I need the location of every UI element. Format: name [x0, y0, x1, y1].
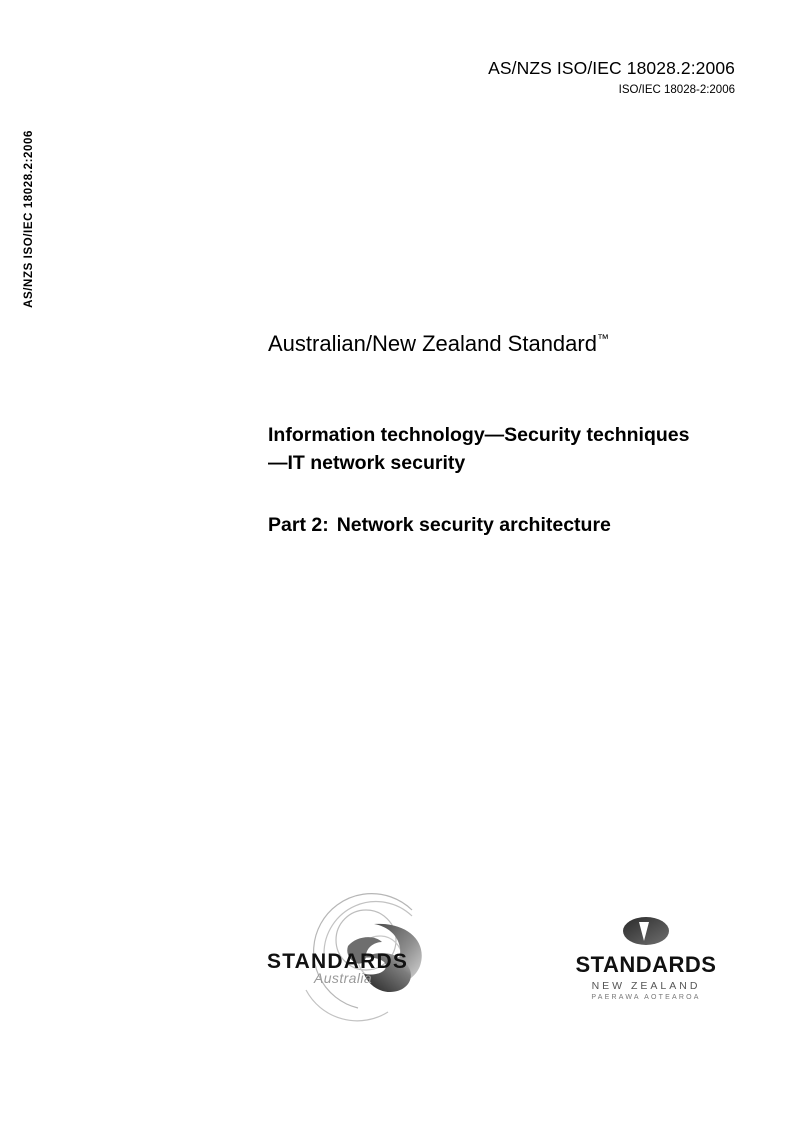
standards-new-zealand-submark: NEW ZEALAND — [591, 980, 701, 992]
standard-kind — [268, 330, 737, 359]
document-identifier-primary: AS/NZS ISO/IEC 18028.2:2006 — [488, 58, 735, 78]
logo-row — [0, 862, 793, 1042]
part-label: Part 2: — [268, 514, 329, 537]
spine-identifier — [24, 130, 48, 450]
standards-australia-submark: Australia — [314, 970, 373, 986]
standards-australia-mark-icon — [262, 862, 472, 1032]
standards-australia-wordmark: STANDARDS — [267, 950, 409, 973]
standards-new-zealand-wordmark: STANDARDS — [575, 952, 717, 977]
page-title: Information technology—Security techniques—IT network security — [268, 423, 690, 474]
trademark-symbol: ™ — [596, 331, 609, 346]
standards-australia-logo — [262, 862, 472, 1032]
spine-identifier-text: AS/NZS ISO/IEC 18028.2:2006 — [23, 130, 35, 308]
standards-new-zealand-mark-icon — [622, 914, 670, 948]
document-identifiers — [488, 58, 735, 98]
part-heading — [268, 511, 737, 539]
title-block — [268, 330, 737, 539]
document-identifier-secondary: ISO/IEC 18028-2:2006 — [618, 83, 735, 96]
standard-kind-text: Australian/New Zealand Standard — [268, 331, 597, 356]
part-title: Network security architecture — [336, 514, 611, 537]
standards-new-zealand-submark-maori: PAERAWA AOTEAROA — [591, 994, 701, 1001]
standards-new-zealand-logo — [556, 914, 736, 1004]
